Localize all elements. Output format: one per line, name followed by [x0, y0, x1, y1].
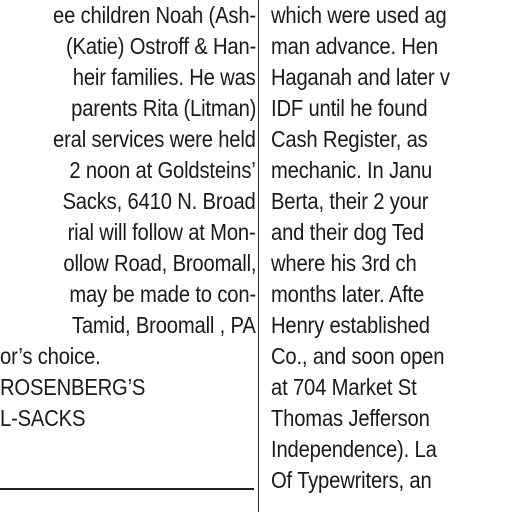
text-line: months later. Afte [271, 281, 425, 307]
text-line: Tamid, Broomall , PA [72, 312, 256, 338]
text-line: Haganah and later v [271, 64, 450, 90]
text-line: 2 noon at Goldsteins’ [69, 157, 256, 183]
text-line: IDF until he found [271, 95, 428, 121]
text-line: at 704 Market St [271, 374, 417, 400]
text-line: Sacks, 6410 N. Broad [62, 188, 256, 214]
text-line: man advance. Hen [271, 33, 438, 59]
text-line: rial will follow at Mon- [68, 219, 256, 245]
text-line: Thomas Jefferson [271, 405, 430, 431]
text-line: Henry established [271, 312, 430, 338]
text-line: which were used ag [271, 2, 447, 28]
text-line: L-SACKS [0, 405, 86, 431]
text-line: where his 3rd ch [271, 250, 417, 276]
text-line: mechanic. In Janu [271, 157, 433, 183]
text-line: may be made to con- [69, 281, 256, 307]
text-line: Cash Register, as [271, 126, 428, 152]
text-line: ee children Noah (Ash- [53, 2, 256, 28]
text-line: Berta, their 2 your [271, 188, 429, 214]
text-line: and their dog Ted [271, 219, 424, 245]
text-line: or’s choice. [0, 343, 101, 369]
text-line: ollow Road, Broomall, [63, 250, 256, 276]
text-line: ROSENBERG’S [0, 374, 146, 400]
right-text-column [262, 0, 512, 512]
text-line: (Katie) Ostroff & Han- [65, 33, 256, 59]
text-line: Independence). La [271, 436, 437, 462]
text-line: heir families. He was [73, 64, 256, 90]
text-line: Co., and soon open [271, 343, 445, 369]
column-rule [258, 0, 259, 512]
text-line: parents Rita (Litman) [70, 95, 256, 121]
text-line: eral services were held [53, 126, 256, 152]
section-divider [0, 488, 254, 490]
text-line: Of Typewriters, an [271, 467, 432, 493]
